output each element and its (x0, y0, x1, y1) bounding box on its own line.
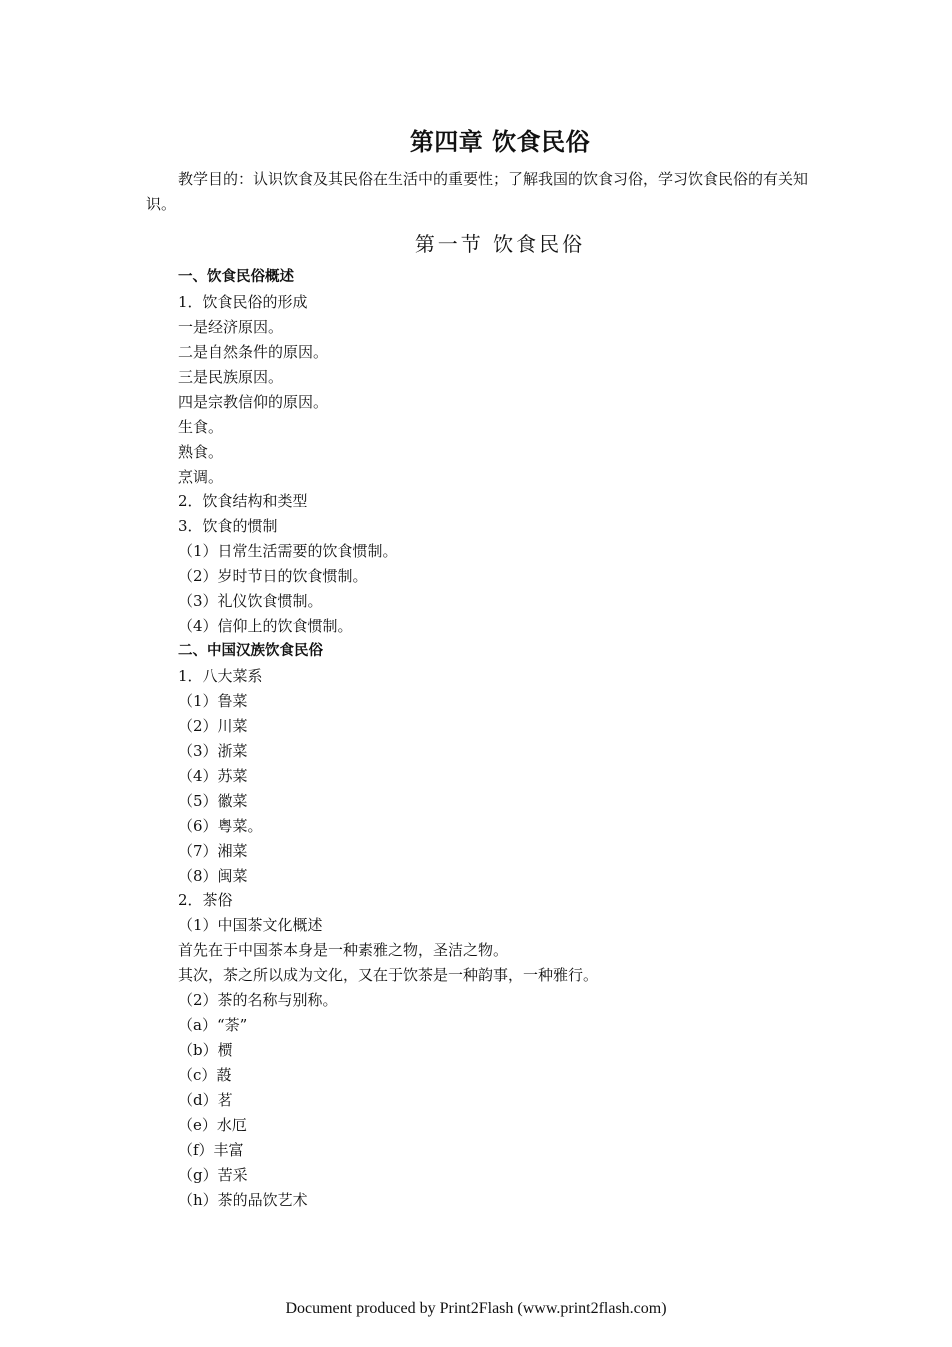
content-list (178, 265, 598, 1213)
content-line: （1）中国茶文化概述 (178, 916, 323, 935)
content-line: （f）丰富 (178, 1140, 244, 1159)
content-line: 其次，茶之所以成为文化，又在于饮茶是一种韵事，一种雅行。 (178, 966, 599, 985)
content-line: 一是经济原因。 (178, 317, 284, 336)
content-line: （c）蔎 (178, 1066, 232, 1084)
content-line: （2）岁时节日的饮食惯制。 (178, 567, 368, 586)
content-line: 首先在于中国茶本身是一种素雅之物，圣洁之物。 (178, 941, 509, 960)
content-line: （4）苏菜 (178, 766, 248, 785)
content-line: 二是自然条件的原因。 (178, 342, 329, 361)
content-line: 3．饮食的惯制 (178, 517, 278, 536)
content-line: （h）茶的品饮艺术 (178, 1190, 308, 1209)
content-line: （4）信仰上的饮食惯制。 (178, 617, 353, 636)
content-line: （3）礼仪饮食惯制。 (178, 592, 323, 611)
content-line: （a）“荼” (178, 1016, 248, 1035)
content-line: （6）粤菜。 (178, 816, 263, 835)
content-line: 熟食。 (178, 442, 224, 461)
content-line: 1．八大菜系 (178, 667, 263, 685)
chapter-title: 第四章 饮食民俗 (409, 128, 591, 156)
footer-credit: Document produced by Print2Flash (www.print2flash.com) (285, 1300, 667, 1317)
content-line: （2）川菜 (178, 716, 248, 735)
section-heading: 一、饮食民俗概述 (178, 269, 294, 285)
content-line: （5）徽菜 (178, 791, 248, 810)
content-line: 2．饮食结构和类型 (178, 492, 308, 511)
content-line: 三是民族原因。 (178, 367, 284, 386)
content-line: （1）日常生活需要的饮食惯制。 (178, 542, 398, 561)
content-line: （7）湘菜 (178, 841, 248, 860)
content-line: （2）茶的名称与别称。 (178, 991, 338, 1010)
content-line: 2．茶俗 (178, 891, 233, 910)
section-heading: 二、中国汉族饮食民俗 (178, 643, 323, 660)
section-title: 第一节 饮食民俗 (414, 232, 586, 256)
content-line: （1）鲁菜 (178, 691, 248, 710)
content-line: （b）槚 (178, 1041, 233, 1060)
content-line: （g）苦采 (178, 1165, 248, 1184)
content-line: 烹调。 (178, 467, 224, 486)
content-line: 1．饮食民俗的形成 (178, 292, 308, 311)
content-line: （3）浙菜 (178, 741, 248, 760)
content-line: 生食。 (178, 417, 224, 436)
teaching-purpose: 教学目的：认识饮食及其民俗在生活中的重要性；了解我国的饮食习俗，学习饮食民俗的有关知识。 (146, 170, 809, 213)
content-line: （e）水厄 (178, 1115, 247, 1134)
content-line: （d）茗 (178, 1090, 233, 1109)
content-line: （8）闽菜 (178, 866, 248, 885)
content-line: 四是宗教信仰的原因。 (178, 392, 329, 411)
